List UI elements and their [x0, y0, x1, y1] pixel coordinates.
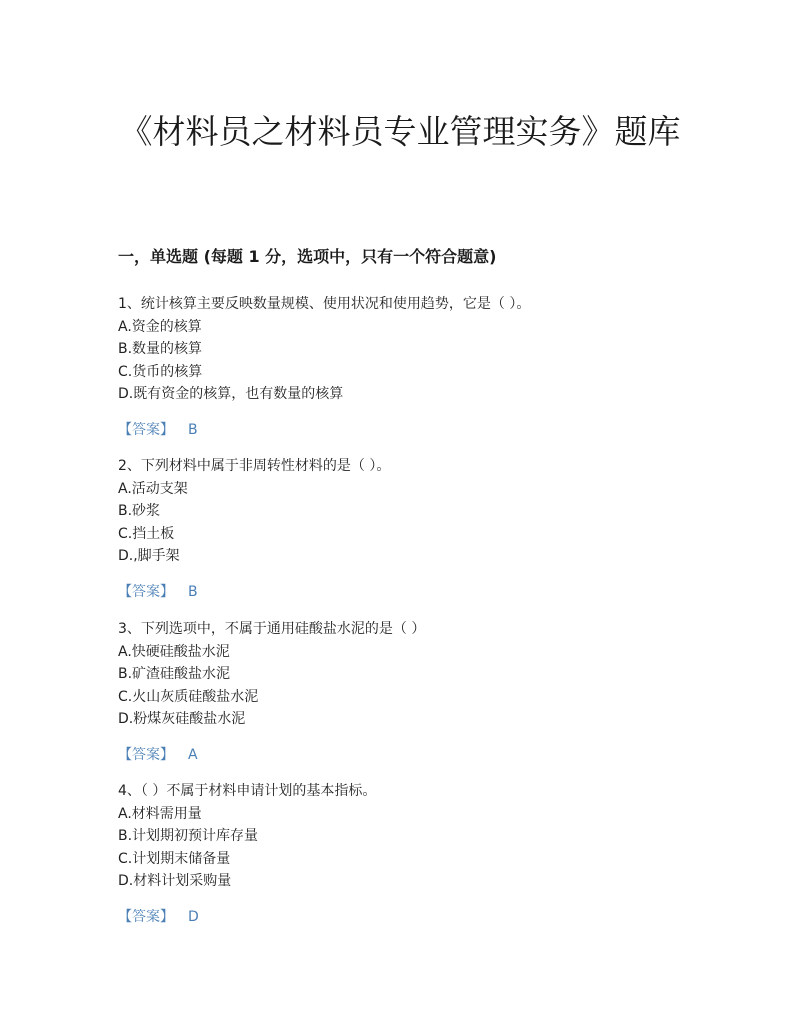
option-a: A.快硬硅酸盐水泥: [118, 643, 230, 660]
option-b: B.砂浆: [118, 503, 161, 519]
option-a: A.材料需用量: [118, 805, 202, 822]
option-b: B.矿渣硅酸盐水泥: [118, 666, 231, 682]
question-stem: 1、统计核算主要反映数量规模、使用状况和使用趋势，它是（ ）。: [118, 296, 531, 312]
answer-value: D: [188, 908, 199, 925]
answer-line: [118, 744, 698, 766]
option-a: A.活动支架: [118, 480, 188, 497]
question-3: [118, 618, 698, 766]
option-b: B.计划期初预计库存量: [118, 828, 259, 844]
option-c: C.火山灰质硅酸盐水泥: [118, 688, 259, 705]
question-stem: 3、下列选项中，不属于通用硅酸盐水泥的是（ ）: [118, 621, 426, 637]
answer-label: 【答案】: [118, 583, 174, 600]
option-c: C.货币的核算: [118, 363, 203, 380]
option-d: D.,脚手架: [118, 548, 180, 564]
question-stem: 2、下列材料中属于非周转性材料的是（ ）。: [118, 458, 391, 474]
answer-label: 【答案】: [118, 746, 174, 763]
question-1: [118, 293, 698, 441]
answer-value: A: [188, 746, 198, 763]
option-d: D.既有资金的核算，也有数量的核算: [118, 386, 344, 402]
answer-label: 【答案】: [118, 908, 174, 925]
option-c: C.计划期末储备量: [118, 850, 231, 867]
question-4: [118, 780, 698, 928]
answer-value: B: [188, 421, 198, 438]
option-d: D.材料计划采购量: [118, 873, 232, 889]
question-2: [118, 455, 698, 603]
question-stem: 4、（ ）不属于材料申请计划的基本指标。: [118, 783, 377, 799]
document-title: 《材料员之材料员专业管理实务》题库: [119, 112, 681, 151]
answer-label: 【答案】: [118, 421, 174, 438]
answer-line: [118, 419, 698, 441]
answer-value: B: [188, 583, 198, 600]
section-heading: 一，单选题 (每题 1 分，选项中，只有一个符合题意): [118, 247, 497, 266]
option-b: B.数量的核算: [118, 341, 203, 357]
answer-line: [118, 906, 698, 928]
option-d: D.粉煤灰硅酸盐水泥: [118, 711, 246, 727]
option-a: A.资金的核算: [118, 318, 202, 335]
option-c: C.挡土板: [118, 525, 175, 542]
answer-line: [118, 581, 698, 603]
